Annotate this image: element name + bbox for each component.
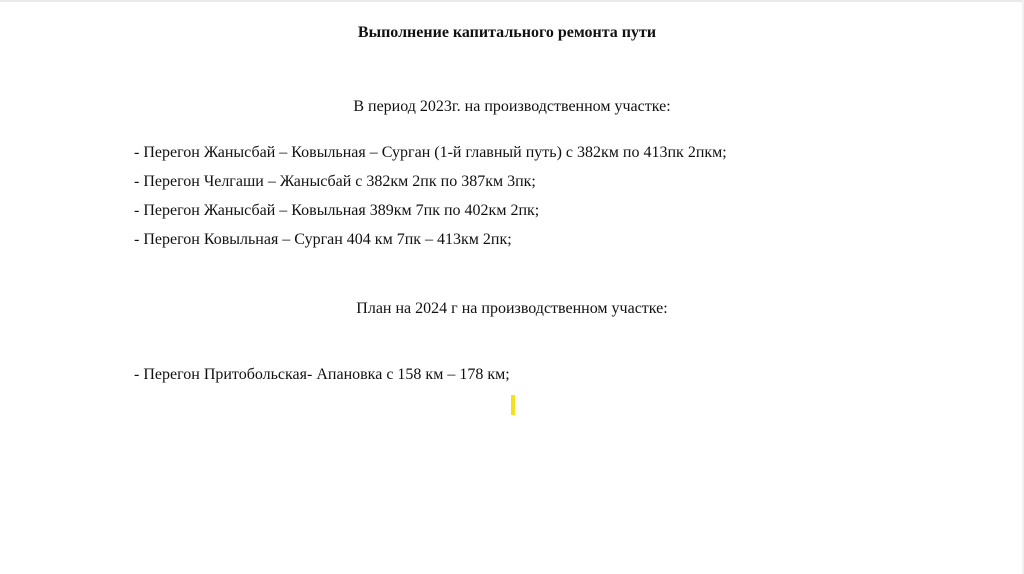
slide-title: Выполнение капитального ремонта пути bbox=[357, 24, 657, 41]
section-2024-heading: План на 2024 г на производственном участке: bbox=[356, 300, 668, 317]
slide-top-border bbox=[0, 0, 1024, 2]
list-item: - Перегон Жанысбай – Ковыльная 389км 7пк по 402км 2пк; bbox=[134, 202, 540, 219]
list-item: - Перегон Ковыльная – Сурган 404 км 7пк – 413км 2пк; bbox=[134, 231, 512, 248]
section-2023-list bbox=[134, 142, 727, 258]
list-item: - Перегон Жанысбай – Ковыльная – Сурган (1-й главный путь) с 382км по 413пк 2пкм; bbox=[134, 144, 727, 161]
text-cursor-marker bbox=[511, 395, 515, 415]
section-2023-heading: В период 2023г. на производственном участке: bbox=[353, 98, 671, 115]
list-item: - Перегон Притобольская- Апановка с 158 км – 178 км; bbox=[134, 366, 510, 383]
list-item: - Перегон Челгаши – Жанысбай с 382км 2пк по 387км 3пк; bbox=[134, 173, 536, 190]
section-2024-list bbox=[134, 364, 510, 393]
